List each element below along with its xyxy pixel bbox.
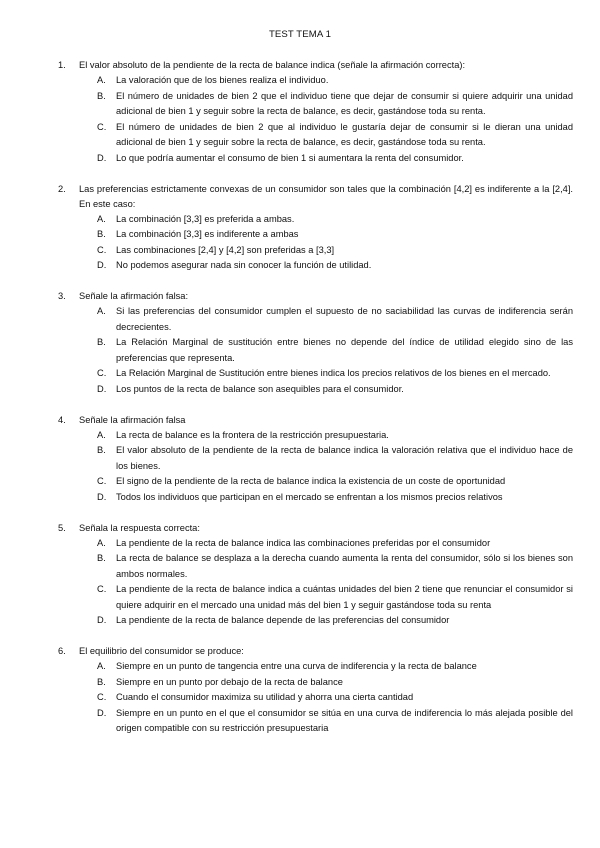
option-list	[58, 73, 573, 166]
option-letter: B.	[97, 676, 106, 687]
option-d	[58, 706, 573, 737]
option-a	[58, 536, 573, 552]
question-text: Las preferencias estrictamente convexas de un consumidor son tales que la combinación [4,2] es indiferente a la [2,4]. En este caso:	[79, 183, 573, 209]
option-c	[58, 474, 573, 490]
option-list	[58, 304, 573, 397]
option-b	[58, 675, 573, 691]
question-number: 3.	[58, 291, 66, 301]
option-letter: B.	[97, 90, 106, 101]
option-c	[58, 366, 573, 382]
question-text: El equilibrio del consumidor se produce:	[79, 646, 244, 656]
option-b	[58, 551, 573, 582]
option-letter: D.	[97, 383, 107, 394]
option-text: La Relación Marginal de sustitución entre bienes no depende del índice de utilidad elegido sino de las preferencias que representa.	[116, 337, 573, 363]
question-stem	[58, 521, 573, 536]
option-text: Todos los individuos que participan en el mercado se enfrentan a los mismos precios relativos	[116, 491, 503, 502]
option-text: El valor absoluto de la pendiente de la recta de balance indica la valoración relativa que el individuo hace de los bienes.	[116, 445, 573, 471]
option-text: Cuando el consumidor maximiza su utilidad y ahorra una cierta cantidad	[116, 692, 414, 702]
option-letter: C.	[97, 476, 107, 486]
option-b	[58, 89, 573, 120]
option-b	[58, 335, 573, 366]
option-text: El número de unidades de bien 2 que al individuo le gustaría dejar de consumir si le dieran una unidad adicional de bien 1 y seguir sobre la recta de balance, es decir, gastándose toda su renta.	[116, 121, 573, 147]
option-list	[58, 212, 573, 274]
option-text: La pendiente de la recta de balance indica las combinaciones preferidas por el consumidor	[116, 537, 491, 548]
option-text: No podemos asegurar nada sin conocer la función de utilidad.	[116, 260, 372, 270]
question-3	[58, 289, 573, 397]
question-stem	[58, 58, 573, 73]
question-number: 2.	[58, 183, 66, 194]
question-6	[58, 644, 573, 737]
option-d	[58, 490, 573, 506]
option-text: La recta de balance se desplaza a la derecha cuando aumenta la renta del consumidor, sólo si los bienes son ambos normales.	[116, 553, 573, 579]
option-c	[58, 243, 573, 259]
option-text: La combinación [3,3] es indiferente a ambas	[116, 229, 299, 239]
option-c	[58, 120, 573, 151]
option-letter: D.	[97, 707, 107, 718]
option-b	[58, 443, 573, 474]
option-d	[58, 151, 573, 167]
question-2	[58, 182, 573, 274]
option-text: La Relación Marginal de Sustitución entre bienes indica los precios relativos de los bienes en el mercado.	[116, 368, 551, 378]
option-c	[58, 582, 573, 613]
question-number: 5.	[58, 522, 66, 533]
question-text: Señale la afirmación falsa	[79, 414, 186, 425]
option-text: La combinación [3,3] es preferida a ambas.	[116, 213, 295, 224]
question-1	[58, 58, 573, 166]
option-a	[58, 73, 573, 89]
option-a	[58, 304, 573, 335]
option-text: La pendiente de la recta de balance depende de las preferencias del consumidor	[116, 615, 450, 625]
question-number: 6.	[58, 646, 66, 656]
option-letter: C.	[97, 692, 107, 702]
option-list	[58, 536, 573, 629]
question-number: 1.	[58, 60, 66, 70]
option-letter: D.	[97, 615, 107, 625]
option-letter: C.	[97, 584, 107, 594]
option-text: Siempre en un punto de tangencia entre una curva de indiferencia y la recta de balance	[116, 661, 477, 671]
question-text: El valor absoluto de la pendiente de la recta de balance indica (señale la afirmación correcta):	[79, 60, 466, 70]
question-stem	[58, 644, 573, 659]
option-letter: D.	[97, 260, 107, 270]
option-a	[58, 428, 573, 444]
option-list	[58, 659, 573, 737]
option-text: Siempre en un punto en el que el consumidor se sitúa en una curva de indiferencia lo más alejada posible del origen compatible con su restricción presupuestaria	[116, 707, 573, 733]
option-letter: B.	[97, 337, 106, 347]
option-text: La pendiente de la recta de balance indica a cuántas unidades del bien 2 tiene que renunciar el consumidor si quiere adquirir en el mercado una unidad más del bien 1 y seguir gastándose toda su renta	[116, 584, 573, 610]
option-d	[58, 258, 573, 274]
option-letter: A.	[97, 306, 106, 316]
option-text: Lo que podría aumentar el consumo de bien 1 si aumentara la renta del consumidor.	[116, 152, 464, 163]
option-letter: C.	[97, 244, 107, 255]
option-letter: B.	[97, 229, 106, 239]
option-text: El signo de la pendiente de la recta de balance indica la existencia de un coste de oportunidad	[116, 476, 506, 486]
question-4	[58, 413, 573, 506]
page-title: TEST TEMA 1	[268, 29, 332, 40]
option-text: La valoración que de los bienes realiza el individuo.	[116, 75, 329, 85]
question-list	[58, 58, 573, 752]
option-letter: B.	[97, 445, 106, 455]
option-text: Siempre en un punto por debajo de la recta de balance	[116, 676, 343, 687]
option-letter: C.	[97, 121, 107, 132]
option-letter: C.	[97, 368, 107, 378]
option-letter: B.	[97, 553, 106, 563]
question-stem	[58, 289, 573, 304]
option-c	[58, 690, 573, 706]
question-text: Señala la respuesta correcta:	[79, 522, 200, 533]
option-d	[58, 613, 573, 629]
option-d	[58, 382, 573, 398]
option-text: Las combinaciones [2,4] y [4,2] son preferidas a [3,3]	[116, 244, 335, 255]
question-5	[58, 521, 573, 629]
option-letter: A.	[97, 661, 106, 671]
option-letter: D.	[97, 152, 107, 163]
option-letter: D.	[97, 491, 107, 502]
option-a	[58, 659, 573, 675]
option-letter: A.	[97, 213, 106, 224]
option-letter: A.	[97, 429, 106, 440]
option-text: Si las preferencias del consumidor cumplen el supuesto de no saciabilidad las curvas de indiferencia serán decrecientes.	[116, 306, 573, 332]
option-text: El número de unidades de bien 2 que el individuo tiene que dejar de consumir si quiere adquirir una unidad adicional de bien 1 y seguir sobre la recta de balance, es decir, gastándose toda su renta.	[116, 90, 573, 116]
option-letter: A.	[97, 537, 106, 548]
question-number: 4.	[58, 414, 66, 425]
option-text: La recta de balance es la frontera de la restricción presupuestaria.	[116, 429, 389, 440]
option-text: Los puntos de la recta de balance son asequibles para el consumidor.	[116, 383, 404, 394]
question-stem	[58, 413, 573, 428]
option-letter: A.	[97, 75, 106, 85]
question-text: Señale la afirmación falsa:	[79, 291, 189, 301]
option-b	[58, 227, 573, 243]
option-list	[58, 428, 573, 506]
question-stem	[58, 182, 573, 212]
option-a	[58, 212, 573, 228]
